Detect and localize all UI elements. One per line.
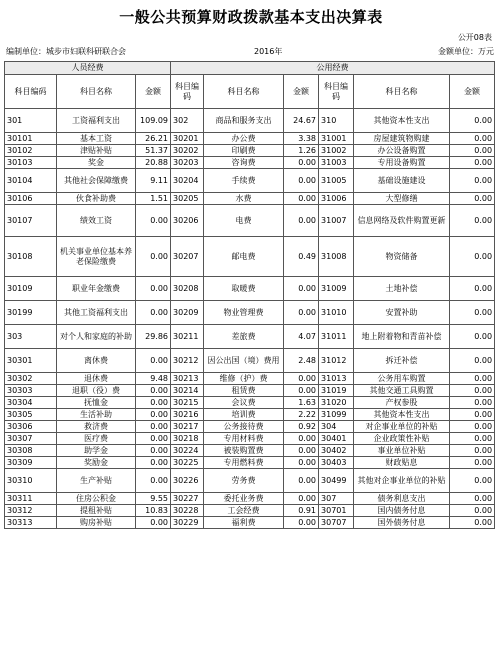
cell-name: 物资储备 xyxy=(354,237,450,277)
col-header-name: 科目名称 xyxy=(204,75,284,109)
cell-code: 30309 xyxy=(5,457,57,469)
table-row xyxy=(5,109,495,133)
cell-code: 30228 xyxy=(171,505,204,517)
table-row xyxy=(5,237,495,277)
amount-unit: 金额单位：万元 xyxy=(438,47,494,56)
cell-code: 310 xyxy=(319,109,354,133)
cell-name: 工资福利支出 xyxy=(57,109,136,133)
cell-name: 培训费 xyxy=(204,409,284,421)
table-row xyxy=(5,493,495,505)
cell-name: 福利费 xyxy=(204,517,284,529)
cell-code: 30108 xyxy=(5,237,57,277)
cell-amount: 0.00 xyxy=(450,469,495,493)
cell-name: 基础设施建设 xyxy=(354,169,450,193)
cell-code: 31008 xyxy=(319,237,354,277)
cell-name: 机关事业单位基本养老保险缴费 xyxy=(57,237,136,277)
cell-amount: 0.00 xyxy=(450,517,495,529)
cell-amount: 0.00 xyxy=(450,133,495,145)
cell-name: 其他社会保障缴费 xyxy=(57,169,136,193)
cell-amount: 0.00 xyxy=(450,409,495,421)
cell-amount: 9.11 xyxy=(136,169,171,193)
cell-amount: 0.00 xyxy=(136,457,171,469)
cell-code: 30224 xyxy=(171,445,204,457)
cell-name: 租赁费 xyxy=(204,385,284,397)
table-row xyxy=(5,301,495,325)
cell-code: 30204 xyxy=(171,169,204,193)
cell-code: 30212 xyxy=(171,349,204,373)
cell-amount: 0.00 xyxy=(284,469,319,493)
cell-code: 31010 xyxy=(319,301,354,325)
cell-code: 30701 xyxy=(319,505,354,517)
cell-code: 30707 xyxy=(319,517,354,529)
cell-name: 购房补贴 xyxy=(57,517,136,529)
table-row xyxy=(5,457,495,469)
cell-code: 30101 xyxy=(5,133,57,145)
cell-code: 31003 xyxy=(319,157,354,169)
report-meta xyxy=(4,46,494,58)
cell-name: 救济费 xyxy=(57,421,136,433)
cell-code: 30209 xyxy=(171,301,204,325)
cell-amount: 0.00 xyxy=(136,517,171,529)
cell-amount: 0.00 xyxy=(450,169,495,193)
cell-amount: 0.00 xyxy=(450,505,495,517)
cell-name: 信息网络及软件购置更新 xyxy=(354,205,450,237)
col-header-amount: 金额 xyxy=(136,75,171,109)
cell-amount: 0.00 xyxy=(284,193,319,205)
cell-name: 绩效工资 xyxy=(57,205,136,237)
cell-name: 会议费 xyxy=(204,397,284,409)
cell-name: 办公设备购置 xyxy=(354,145,450,157)
cell-code: 30229 xyxy=(171,517,204,529)
cell-amount: 0.00 xyxy=(450,109,495,133)
cell-amount: 0.00 xyxy=(450,493,495,505)
cell-code: 30402 xyxy=(319,445,354,457)
cell-amount: 0.00 xyxy=(450,145,495,157)
table-row xyxy=(5,433,495,445)
col-header-code: 科目编码 xyxy=(5,75,57,109)
cell-amount: 0.00 xyxy=(450,421,495,433)
cell-code: 30313 xyxy=(5,517,57,529)
table-row xyxy=(5,421,495,433)
cell-name: 离休费 xyxy=(57,349,136,373)
cell-code: 30102 xyxy=(5,145,57,157)
cell-name: 抚恤金 xyxy=(57,397,136,409)
cell-code: 30304 xyxy=(5,397,57,409)
cell-amount: 0.92 xyxy=(284,421,319,433)
cell-code: 30215 xyxy=(171,397,204,409)
cell-amount: 109.09 xyxy=(136,109,171,133)
cell-amount: 0.00 xyxy=(284,169,319,193)
cell-name: 财政贴息 xyxy=(354,457,450,469)
cell-amount: 0.00 xyxy=(136,469,171,493)
cell-amount: 10.83 xyxy=(136,505,171,517)
table-row xyxy=(5,157,495,169)
cell-name: 专用设备购置 xyxy=(354,157,450,169)
table-row xyxy=(5,409,495,421)
cell-name: 生产补贴 xyxy=(57,469,136,493)
cell-code: 30401 xyxy=(319,433,354,445)
cell-name: 其他工资福利支出 xyxy=(57,301,136,325)
cell-code: 31002 xyxy=(319,145,354,157)
cell-name: 差旅费 xyxy=(204,325,284,349)
col-header-amount: 金额 xyxy=(450,75,495,109)
cell-name: 奖金 xyxy=(57,157,136,169)
cell-code: 31012 xyxy=(319,349,354,373)
table-row xyxy=(5,385,495,397)
cell-code: 30107 xyxy=(5,205,57,237)
cell-name: 水费 xyxy=(204,193,284,205)
cell-code: 30203 xyxy=(171,157,204,169)
cell-name: 咨询费 xyxy=(204,157,284,169)
cell-amount: 0.00 xyxy=(136,237,171,277)
cell-code: 304 xyxy=(319,421,354,433)
personnel-header: 人员经费 xyxy=(5,62,171,75)
col-header-code: 科目编码 xyxy=(319,75,354,109)
cell-code: 307 xyxy=(319,493,354,505)
cell-amount: 0.00 xyxy=(136,397,171,409)
cell-amount: 1.63 xyxy=(284,397,319,409)
cell-name: 生活补助 xyxy=(57,409,136,421)
col-header-name: 科目名称 xyxy=(354,75,450,109)
cell-name: 被装购置费 xyxy=(204,445,284,457)
cell-amount: 0.00 xyxy=(136,421,171,433)
table-row xyxy=(5,193,495,205)
report-title: 一般公共预算财政拨款基本支出决算表 xyxy=(119,8,383,26)
cell-name: 维修（护）费 xyxy=(204,373,284,385)
cell-name: 公务接待费 xyxy=(204,421,284,433)
cell-code: 31013 xyxy=(319,373,354,385)
cell-code: 30205 xyxy=(171,193,204,205)
cell-code: 30109 xyxy=(5,277,57,301)
cell-code: 31006 xyxy=(319,193,354,205)
cell-amount: 1.26 xyxy=(284,145,319,157)
cell-code: 30225 xyxy=(171,457,204,469)
cell-code: 30206 xyxy=(171,205,204,237)
cell-amount: 26.21 xyxy=(136,133,171,145)
cell-amount: 0.00 xyxy=(136,277,171,301)
cell-amount: 0.00 xyxy=(284,385,319,397)
col-header-name: 科目名称 xyxy=(57,75,136,109)
cell-code: 30202 xyxy=(171,145,204,157)
cell-code: 30499 xyxy=(319,469,354,493)
cell-code: 30104 xyxy=(5,169,57,193)
table-row xyxy=(5,349,495,373)
cell-code: 30216 xyxy=(171,409,204,421)
cell-code: 303 xyxy=(5,325,57,349)
cell-code: 30214 xyxy=(171,385,204,397)
cell-code: 30217 xyxy=(171,421,204,433)
cell-amount: 0.00 xyxy=(450,301,495,325)
cell-code: 30308 xyxy=(5,445,57,457)
cell-name: 提租补贴 xyxy=(57,505,136,517)
cell-name: 专用燃料费 xyxy=(204,457,284,469)
cell-code: 30302 xyxy=(5,373,57,385)
cell-amount: 0.00 xyxy=(284,457,319,469)
expenditure-table xyxy=(4,61,495,529)
cell-amount: 0.00 xyxy=(136,205,171,237)
cell-amount: 0.00 xyxy=(450,385,495,397)
cell-amount: 0.00 xyxy=(284,433,319,445)
cell-name: 印刷费 xyxy=(204,145,284,157)
cell-code: 31007 xyxy=(319,205,354,237)
cell-code: 302 xyxy=(171,109,204,133)
cell-amount: 0.00 xyxy=(136,349,171,373)
cell-name: 委托业务费 xyxy=(204,493,284,505)
cell-name: 退职（役）费 xyxy=(57,385,136,397)
table-row xyxy=(5,325,495,349)
table-row xyxy=(5,169,495,193)
cell-name: 土地补偿 xyxy=(354,277,450,301)
cell-amount: 0.00 xyxy=(450,193,495,205)
cell-code: 30106 xyxy=(5,193,57,205)
cell-amount: 0.00 xyxy=(450,445,495,457)
table-row xyxy=(5,445,495,457)
cell-name: 其他资本性支出 xyxy=(354,109,450,133)
cell-name: 奖励金 xyxy=(57,457,136,469)
cell-name: 房屋建筑物购建 xyxy=(354,133,450,145)
cell-name: 工会经费 xyxy=(204,505,284,517)
table-row xyxy=(5,517,495,529)
cell-amount: 0.00 xyxy=(136,301,171,325)
cell-amount: 0.00 xyxy=(450,157,495,169)
cell-name: 事业单位补贴 xyxy=(354,445,450,457)
cell-code: 31009 xyxy=(319,277,354,301)
cell-code: 30201 xyxy=(171,133,204,145)
cell-code: 31099 xyxy=(319,409,354,421)
cell-name: 企业政策性补贴 xyxy=(354,433,450,445)
cell-name: 物业管理费 xyxy=(204,301,284,325)
cell-amount: 0.00 xyxy=(450,325,495,349)
cell-amount: 29.86 xyxy=(136,325,171,349)
cell-amount: 0.00 xyxy=(136,409,171,421)
cell-amount: 0.00 xyxy=(136,445,171,457)
table-row xyxy=(5,373,495,385)
table-row xyxy=(5,133,495,145)
cell-amount: 4.07 xyxy=(284,325,319,349)
col-header-code: 科目编码 xyxy=(171,75,204,109)
cell-name: 其他对企事业单位的补贴 xyxy=(354,469,450,493)
cell-amount: 0.00 xyxy=(450,349,495,373)
cell-name: 产权参股 xyxy=(354,397,450,409)
cell-name: 取暖费 xyxy=(204,277,284,301)
cell-amount: 24.67 xyxy=(284,109,319,133)
cell-amount: 9.48 xyxy=(136,373,171,385)
cell-name: 邮电费 xyxy=(204,237,284,277)
cell-code: 30227 xyxy=(171,493,204,505)
table-row xyxy=(5,205,495,237)
table-row xyxy=(5,505,495,517)
cell-code: 30310 xyxy=(5,469,57,493)
cell-amount: 20.88 xyxy=(136,157,171,169)
cell-code: 30303 xyxy=(5,385,57,397)
org-name: 编制单位：城步市妇联科研联合会 xyxy=(6,47,126,56)
cell-name: 大型修缮 xyxy=(354,193,450,205)
cell-amount: 1.51 xyxy=(136,193,171,205)
cell-amount: 0.00 xyxy=(284,205,319,237)
cell-name: 手续费 xyxy=(204,169,284,193)
sheet-number: 公开08表 xyxy=(457,33,492,42)
cell-amount: 0.00 xyxy=(284,301,319,325)
table-row xyxy=(5,277,495,301)
cell-amount: 2.48 xyxy=(284,349,319,373)
cell-code: 30207 xyxy=(171,237,204,277)
cell-code: 30208 xyxy=(171,277,204,301)
cell-amount: 51.37 xyxy=(136,145,171,157)
cell-amount: 0.00 xyxy=(284,277,319,301)
cell-code: 301 xyxy=(5,109,57,133)
table-row xyxy=(5,145,495,157)
cell-code: 30403 xyxy=(319,457,354,469)
table-body xyxy=(5,109,495,529)
cell-amount: 0.00 xyxy=(284,445,319,457)
cell-amount: 0.00 xyxy=(284,493,319,505)
cell-name: 基本工资 xyxy=(57,133,136,145)
cell-amount: 0.00 xyxy=(450,373,495,385)
col-header-amount: 金额 xyxy=(284,75,319,109)
cell-code: 31011 xyxy=(319,325,354,349)
cell-code: 30211 xyxy=(171,325,204,349)
table-row xyxy=(5,397,495,409)
cell-name: 地上附着物和青苗补偿 xyxy=(354,325,450,349)
cell-amount: 0.00 xyxy=(450,237,495,277)
cell-name: 对个人和家庭的补助 xyxy=(57,325,136,349)
cell-code: 30311 xyxy=(5,493,57,505)
cell-name: 住房公积金 xyxy=(57,493,136,505)
cell-amount: 0.49 xyxy=(284,237,319,277)
cell-code: 30312 xyxy=(5,505,57,517)
cell-name: 津贴补贴 xyxy=(57,145,136,157)
cell-amount: 0.00 xyxy=(450,433,495,445)
cell-name: 债务利息支出 xyxy=(354,493,450,505)
cell-amount: 0.91 xyxy=(284,505,319,517)
cell-amount: 0.00 xyxy=(450,205,495,237)
cell-code: 30199 xyxy=(5,301,57,325)
cell-name: 电费 xyxy=(204,205,284,237)
cell-name: 助学金 xyxy=(57,445,136,457)
cell-name: 国内债务付息 xyxy=(354,505,450,517)
cell-amount: 0.00 xyxy=(284,157,319,169)
cell-amount: 0.00 xyxy=(136,385,171,397)
table-row xyxy=(5,469,495,493)
cell-name: 商品和服务支出 xyxy=(204,109,284,133)
cell-code: 30218 xyxy=(171,433,204,445)
cell-name: 办公费 xyxy=(204,133,284,145)
cell-name: 劳务费 xyxy=(204,469,284,493)
cell-code: 31019 xyxy=(319,385,354,397)
cell-name: 国外债务付息 xyxy=(354,517,450,529)
cell-amount: 0.00 xyxy=(136,433,171,445)
cell-amount: 0.00 xyxy=(450,457,495,469)
cell-code: 31020 xyxy=(319,397,354,409)
cell-code: 30301 xyxy=(5,349,57,373)
cell-amount: 0.00 xyxy=(284,373,319,385)
public-header: 公用经费 xyxy=(171,62,495,75)
cell-code: 30305 xyxy=(5,409,57,421)
cell-code: 30307 xyxy=(5,433,57,445)
cell-amount: 0.00 xyxy=(450,277,495,301)
cell-name: 退休费 xyxy=(57,373,136,385)
cell-code: 31001 xyxy=(319,133,354,145)
cell-code: 30103 xyxy=(5,157,57,169)
cell-name: 专用材料费 xyxy=(204,433,284,445)
cell-name: 安置补助 xyxy=(354,301,450,325)
report-year: 2016年 xyxy=(254,47,283,56)
cell-name: 医疗费 xyxy=(57,433,136,445)
cell-name: 公务用车购置 xyxy=(354,373,450,385)
cell-name: 其他资本性支出 xyxy=(354,409,450,421)
cell-amount: 0.00 xyxy=(284,517,319,529)
cell-amount: 3.38 xyxy=(284,133,319,145)
cell-name: 对企事业单位的补贴 xyxy=(354,421,450,433)
cell-code: 30226 xyxy=(171,469,204,493)
cell-name: 其他交通工具购置 xyxy=(354,385,450,397)
cell-name: 拆迁补偿 xyxy=(354,349,450,373)
cell-code: 31005 xyxy=(319,169,354,193)
cell-code: 30213 xyxy=(171,373,204,385)
cell-amount: 0.00 xyxy=(450,397,495,409)
cell-amount: 2.22 xyxy=(284,409,319,421)
cell-name: 伙食补助费 xyxy=(57,193,136,205)
cell-code: 30306 xyxy=(5,421,57,433)
cell-amount: 9.55 xyxy=(136,493,171,505)
cell-name: 因公出国（境）费用 xyxy=(204,349,284,373)
cell-name: 职业年金缴费 xyxy=(57,277,136,301)
